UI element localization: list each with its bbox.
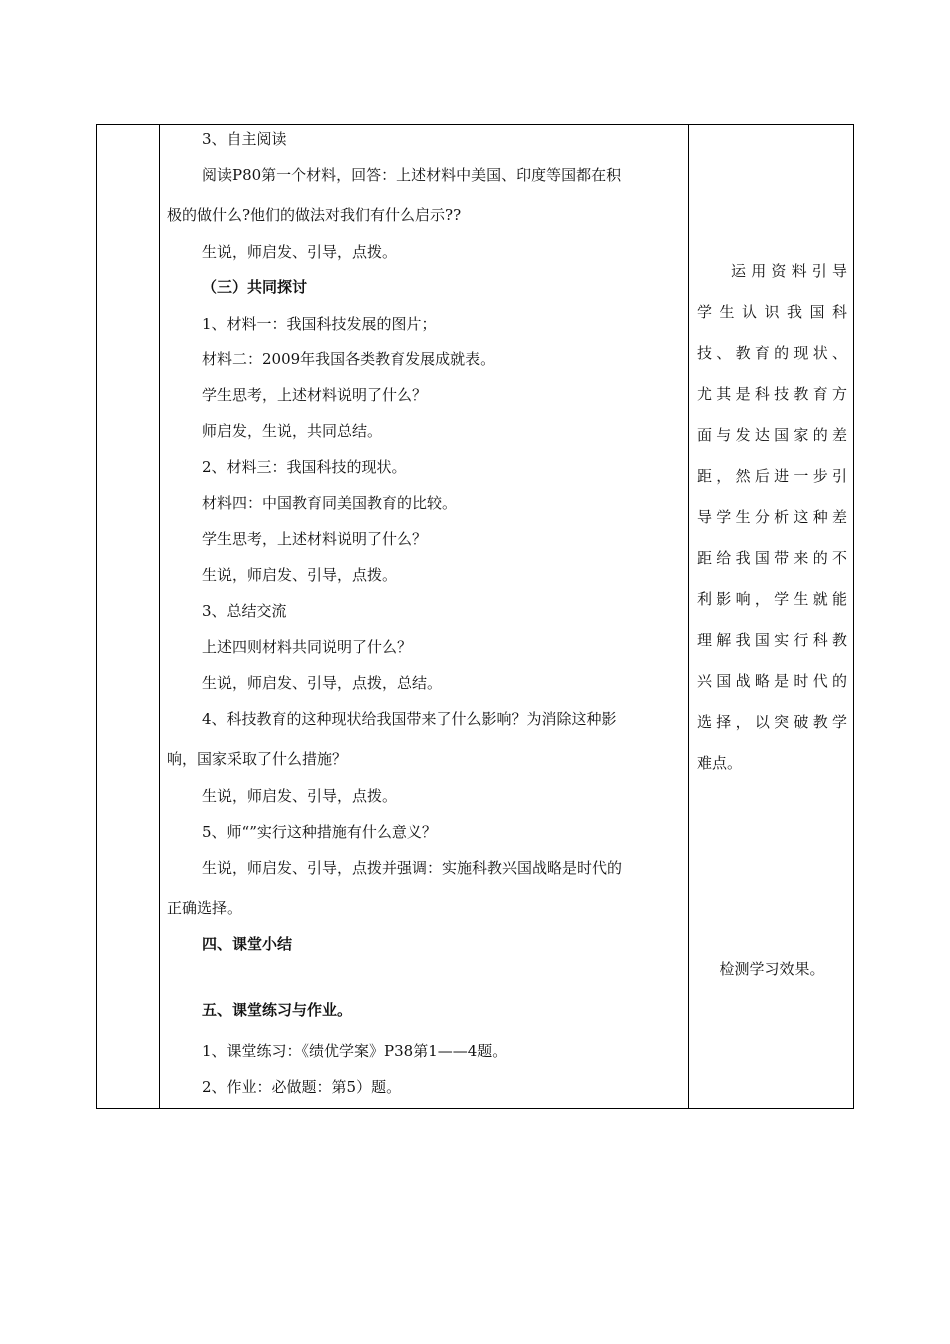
lesson-line: 2、作业：必做题：第5）题。 [202, 1078, 402, 1096]
check-effect-note: 检测学习效果。 [719, 960, 825, 978]
lesson-line: 材料二：2009年我国各类教育发展成就表。 [202, 350, 496, 368]
lesson-line: 材料四：中国教育同美国教育的比较。 [202, 494, 458, 512]
intent-line: 运用资料引导 [731, 262, 847, 280]
lesson-line: 生说，师启发、引导，点拨并强调：实施科教兴国战略是时代的 [202, 859, 623, 877]
lesson-line: 生说，师启发、引导，点拨，总结。 [202, 674, 443, 692]
intent-line: 导学生分析这种差 [697, 508, 847, 526]
intent-line: 面与发达国家的差 [697, 426, 847, 444]
lesson-line: 1、材料一：我国科技发展的图片； [202, 315, 437, 333]
intent-line: 理解我国实行科教 [697, 631, 847, 649]
intent-line: 技、教育的现状、 [697, 344, 847, 362]
lesson-line: 响，国家采取了什么措施？ [167, 750, 348, 768]
section-heading: 四、课堂小结 [202, 935, 293, 953]
lesson-line: 师启发，生说，共同总结。 [202, 422, 383, 440]
lesson-line: 4、科技教育的这种现状给我国带来了什么影响？为消除这种影 [202, 710, 617, 728]
column-divider-right [688, 125, 689, 1108]
lesson-line: 生说，师启发、引导，点拨。 [202, 243, 398, 261]
section-heading: （三）共同探讨 [202, 278, 308, 296]
section-heading: 五、课堂练习与作业。 [202, 1001, 353, 1019]
intent-line: 学生认识我国科 [697, 303, 847, 321]
lesson-line: 极的做什么?他们的做法对我们有什么启示?? [167, 206, 462, 224]
lesson-line: 阅读P80第一个材料，回答：上述材料中美国、印度等国都在积 [202, 166, 622, 184]
intent-line: 利影响，学生就能 [697, 590, 847, 608]
lesson-table [96, 124, 854, 1109]
intent-line: 选择，以突破教学 [697, 713, 847, 731]
lesson-line: 正确选择。 [167, 899, 243, 917]
intent-line: 尤其是科技教育方 [697, 385, 847, 403]
lesson-line: 生说，师启发、引导，点拨。 [202, 566, 398, 584]
lesson-line: 5、师“”实行这种措施有什么意义？ [202, 823, 437, 841]
intent-line: 距给我国带来的不 [697, 549, 847, 567]
intent-line: 难点。 [697, 754, 743, 772]
lesson-line: 学生思考，上述材料说明了什么？ [202, 386, 428, 404]
intent-line: 兴国战略是时代的 [697, 672, 847, 690]
lesson-line: 学生思考，上述材料说明了什么？ [202, 530, 428, 548]
column-divider-left [159, 125, 160, 1108]
lesson-line: 生说，师启发、引导，点拨。 [202, 787, 398, 805]
lesson-line: 2、材料三：我国科技的现状。 [202, 458, 407, 476]
lesson-line: 上述四则材料共同说明了什么？ [202, 638, 413, 656]
lesson-line: 1、课堂练习：《绩优学案》P38第1——4题。 [202, 1042, 508, 1060]
intent-line: 距，然后进一步引 [697, 467, 847, 485]
lesson-line: 3、自主阅读 [202, 130, 287, 148]
lesson-line: 3、总结交流 [202, 602, 287, 620]
